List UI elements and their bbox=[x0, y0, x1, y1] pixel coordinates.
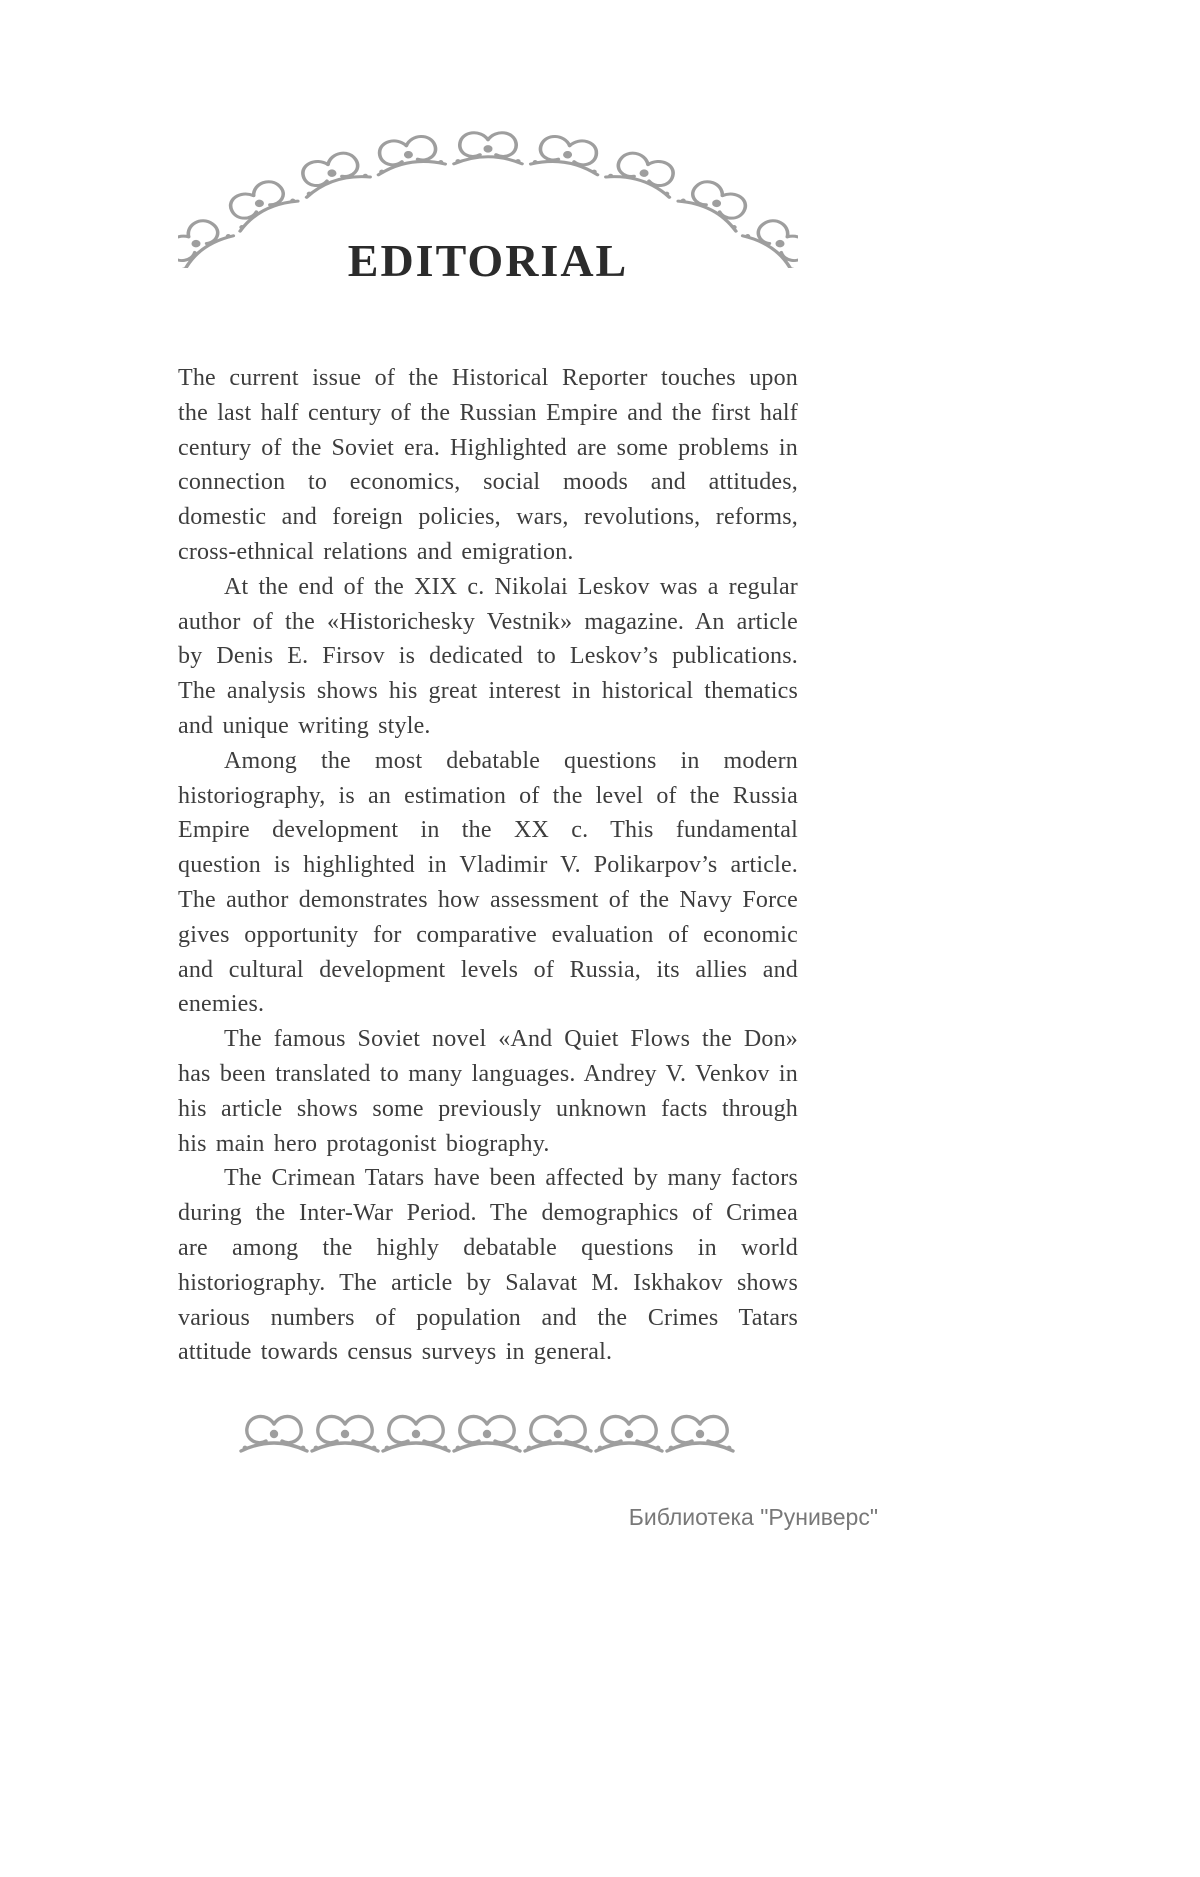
paragraph: The famous Soviet novel «And Quiet Flows the Don» has been translated to many languages. Andrey V. Venkov in his article shows some previously unknown facts through his main hero protagonist biography. bbox=[178, 1026, 798, 1157]
paragraph: The Crimean Tatars have been affected by many factors during the Inter-War Period. The demographics of Crimea are among the highly debatable questions in world historiography. The article by Salavat M. Iskhakov shows various numbers of population and the Crimes Tatars attitude towards census surveys in general. bbox=[178, 1165, 798, 1366]
paragraph: Among the most debatable questions in modern historiography, is an estimation of the level of the Russia Empire development in the XX c. This fundamental question is highlighted in Vladimir V. Polikarpov’s article. The author demonstrates how assessment of the Navy Force gives opportunity for comparative evaluation of economic and cultural development levels of Russia, its allies and enemies. bbox=[178, 747, 798, 1018]
library-watermark: Библиотека "Руниверс" bbox=[628, 1504, 878, 1530]
page-title: EDITORIAL bbox=[347, 235, 629, 286]
bottom-ornament-band bbox=[238, 1410, 738, 1456]
paragraph: At the end of the XIX c. Nikolai Leskov was a regular author of the «Historichesky Vestnik» magazine. An article by Denis E. Firsov is dedicated to Leskov’s publications. The analysis shows his great interest in historical thematics and unique writing style. bbox=[178, 573, 798, 739]
page-content-column bbox=[178, 118, 798, 1456]
editorial-body bbox=[178, 361, 798, 1370]
paragraph: The current issue of the Historical Reporter touches upon the last half century of the Russian Empire and the first half century of the Soviet era. Highlighted are some problems in connection to economics, social moods and attitudes, domestic and foreign policies, wars, revolutions, reforms, cross-ethnical relations and emigration. bbox=[178, 365, 798, 565]
